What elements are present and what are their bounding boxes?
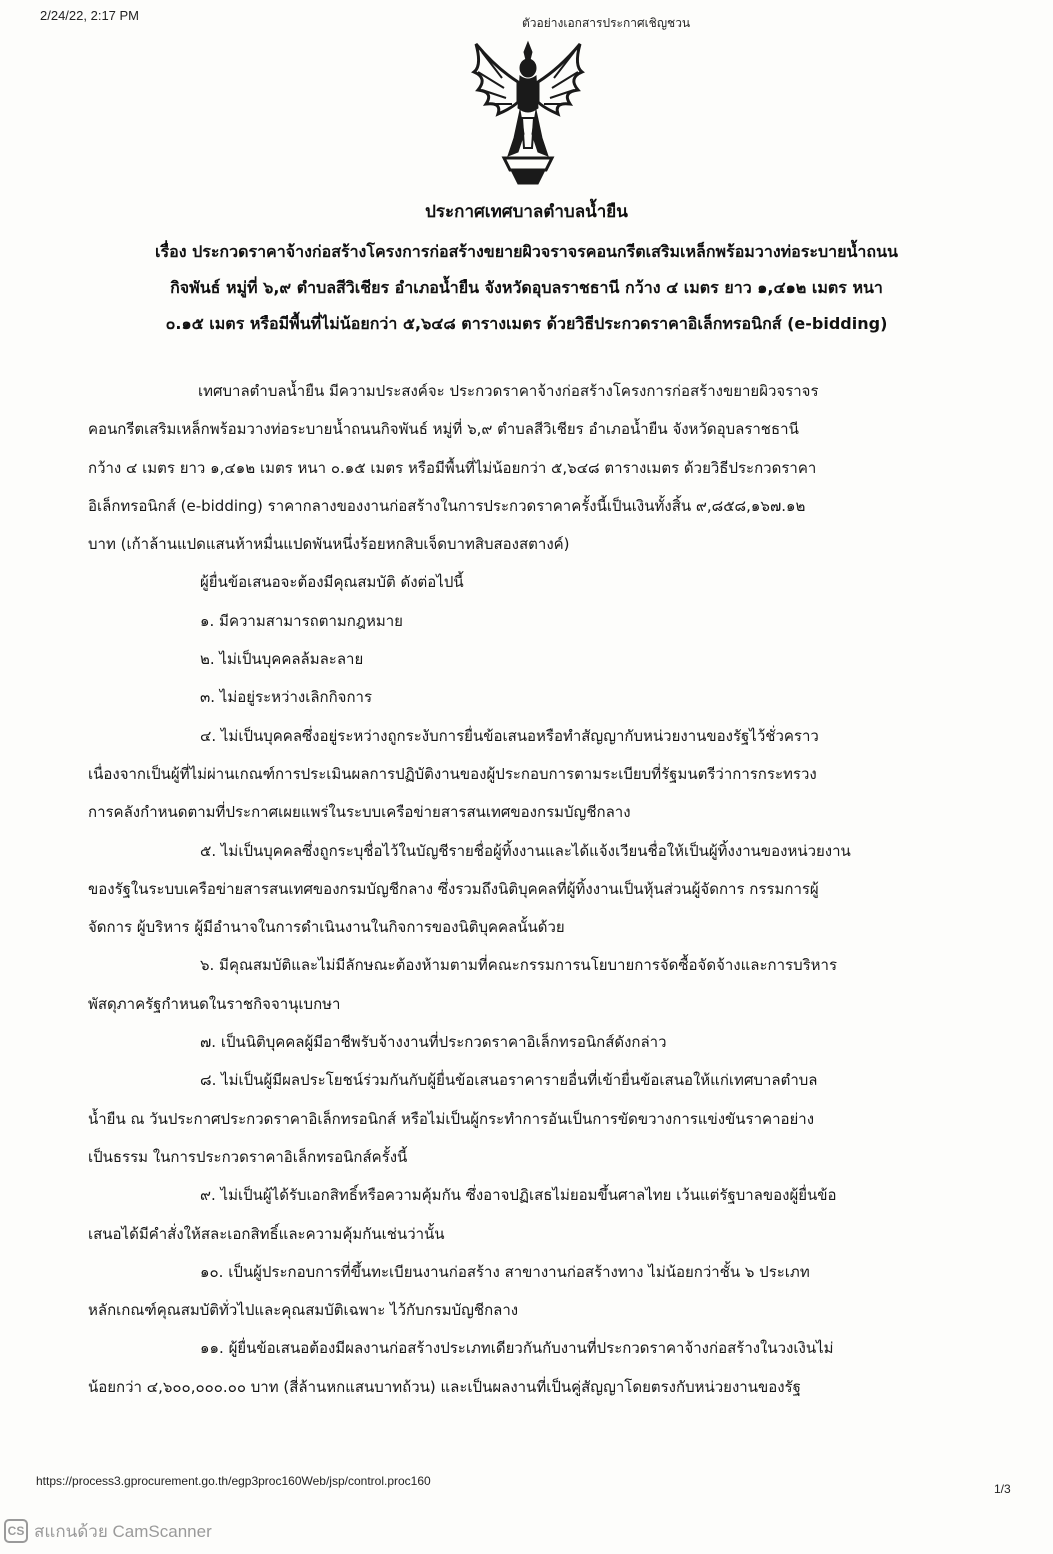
qualification-item: ๖. มีคุณสมบัติและไม่มีลักษณะต้องห้ามตามที่คณะกรรมการนโยบายการจัดซื้อจัดจ้างและการบริหาร (200, 956, 838, 975)
qualification-item-continued: การคลังกำหนดตามที่ประกาศเผยแพร่ในระบบเครือข่ายสารสนเทศของกรมบัญชีกลาง (88, 803, 631, 822)
subject-line: กิจพันธ์ หมู่ที่ ๖,๙ ตำบลสีวิเชียร อำเภอน้ำยืน จังหวัดอุบลราชธานี กว้าง ๔ เมตร ยาว ๑,๔๑๒ เมตร หนา (170, 278, 883, 297)
announcement-title: ประกาศเทศบาลตำบลน้ำยืน (425, 202, 628, 222)
announcement-subject (0, 234, 1053, 342)
qualification-item-continued: เป็นธรรม ในการประกวดราคาอิเล็กทรอนิกส์ครั้งนี้ (88, 1147, 408, 1166)
qualification-item-continued: จัดการ ผู้บริหาร ผู้มีอำนาจในการดำเนินงานในกิจการของนิติบุคคลนั้นด้วย (88, 918, 565, 937)
intro-line: อิเล็กทรอนิกส์ (e-bidding) ราคากลางของงานก่อสร้างในการประกวดราคาครั้งนี้เป็นเงินทั้งสิ้น ๙,๘๕๘,๑๖๗.๑๒ (88, 496, 806, 515)
intro-line: คอนกรีตเสริมเหล็กพร้อมวางท่อระบายน้ำถนนกิจพันธ์ หมู่ที่ ๖,๙ ตำบลสีวิเชียร อำเภอน้ำยืน จังหวัดอุบลราชธานี (88, 420, 799, 439)
qualification-item: ๒. ไม่เป็นบุคคลล้มละลาย (200, 650, 364, 669)
qualification-item-continued: น้อยกว่า ๔,๖๐๐,๐๐๐.๐๐ บาท (สี่ล้านหกแสนบาทถ้วน) และเป็นผลงานที่เป็นคู่สัญญาโดยตรงกับหน่วยงานของรัฐ (88, 1377, 801, 1396)
qualification-item-continued: เสนอได้มีคำสั่งให้สละเอกสิทธิ์และความคุ้มกันเช่นว่านั้น (88, 1224, 445, 1243)
qualification-item: ๗. เป็นนิติบุคคลผู้มีอาชีพรับจ้างงานที่ประกวดราคาอิเล็กทรอนิกส์ดังกล่าว (200, 1033, 667, 1052)
subject-line: เรื่อง ประกวดราคาจ้างก่อสร้างโครงการก่อสร้างขยายผิวจราจรคอนกรีตเสริมเหล็กพร้อมวางท่อระบายน้ำถนน (155, 242, 898, 261)
intro-line: บาท (เก้าล้านแปดแสนห้าหมื่นแปดพันหนึ่งร้อยหกสิบเจ็ดบาทสิบสองสตางค์) (88, 535, 570, 554)
page-number: 1/3 (994, 1482, 1011, 1496)
intro-line: กว้าง ๔ เมตร ยาว ๑,๔๑๒ เมตร หนา ๐.๑๕ เมตร หรือมีพื้นที่ไม่น้อยกว่า ๕,๖๔๘ ตารางเมตร ด้วยวิธีประกวดราคา (88, 458, 817, 477)
camscanner-logo-icon: CS (4, 1519, 28, 1543)
qualification-item-continued: เนื่องจากเป็นผู้ที่ไม่ผ่านเกณฑ์การประเมินผลการปฏิบัติงานของผู้ประกอบการตามระเบียบที่รัฐมนตรีว่าการกระทรวง (88, 764, 817, 783)
qualification-item: ๔. ไม่เป็นบุคคลซึ่งอยู่ระหว่างถูกระงับการยื่นข้อเสนอหรือทำสัญญากับหน่วยงานของรัฐไว้ชั่วคราว (200, 726, 819, 745)
qualification-item-continued: น้ำยืน ณ วันประกาศประกวดราคาอิเล็กทรอนิกส์ หรือไม่เป็นผู้กระทำการอันเป็นการขัดขวางการแข่งขันราคาอย่าง (88, 1109, 815, 1128)
qualification-item: ๙. ไม่เป็นผู้ได้รับเอกสิทธิ์หรือความคุ้มกัน ซึ่งอาจปฏิเสธไม่ยอมขึ้นศาลไทย เว้นแต่รัฐบาลของผู้ยื่นข้อ (200, 1186, 837, 1205)
qualification-item: ๘. ไม่เป็นผู้มีผลประโยชน์ร่วมกันกับผู้ยื่นข้อเสนอราคารายอื่นที่เข้ายื่นข้อเสนอให้แก่เทศบาลตำบล (200, 1071, 818, 1090)
qualification-item-continued: ของรัฐในระบบเครือข่ายสารสนเทศของกรมบัญชีกลาง ซึ่งรวมถึงนิติบุคคลที่ผู้ทิ้งงานเป็นหุ้นส่วนผู้จัดการ กรรมการผู้ (88, 879, 819, 898)
intro-line: เทศบาลตำบลน้ำยืน มีความประสงค์จะ ประกวดราคาจ้างก่อสร้างโครงการก่อสร้างขยายผิวจราจร (198, 382, 819, 400)
qualification-item: ๑๑. ผู้ยื่นข้อเสนอต้องมีผลงานก่อสร้างประเภทเดียวกันกับงานที่ประกวดราคาจ้างก่อสร้างในวงเงินไม่ (200, 1339, 834, 1358)
footer-url: https://process3.gprocurement.go.th/egp3proc160Web/jsp/control.proc160 (36, 1474, 431, 1488)
garuda-emblem-icon (468, 38, 588, 186)
sample-document-label: ตัวอย่างเอกสารประกาศเชิญชวน (522, 16, 691, 30)
qualification-item: ๑๐. เป็นผู้ประกอบการที่ขึ้นทะเบียนงานก่อสร้าง สาขางานก่อสร้างทาง ไม่น้อยกว่าชั้น ๖ ประเภท (200, 1262, 810, 1281)
announcement-body (88, 372, 968, 1406)
qualification-item-continued: พัสดุภาครัฐกำหนดในราชกิจจานุเบกษา (88, 994, 341, 1013)
qualification-item: ๕. ไม่เป็นบุคคลซึ่งถูกระบุชื่อไว้ในบัญชีรายชื่อผู้ทิ้งงานและได้แจ้งเวียนชื่อให้เป็นผู้ทิ้งงานของหน่วยงาน (200, 841, 851, 860)
qualification-item: ๑. มีความสามารถตามกฎหมาย (200, 611, 403, 630)
qualification-item-continued: หลักเกณฑ์คุณสมบัติทั่วไปและคุณสมบัติเฉพาะ ไว้กับกรมบัญชีกลาง (88, 1301, 519, 1320)
qualifications-heading: ผู้ยื่นข้อเสนอจะต้องมีคุณสมบัติ ดังต่อไปนี้ (200, 573, 464, 592)
subject-line: ๐.๑๕ เมตร หรือมีพื้นที่ไม่น้อยกว่า ๕,๖๔๘ ตารางเมตร ด้วยวิธีประกวดราคาอิเล็กทรอนิกส์ (e-bidding) (165, 314, 888, 333)
qualification-item: ๓. ไม่อยู่ระหว่างเลิกกิจการ (200, 688, 373, 707)
print-date: 2/24/22, 2:17 PM (40, 8, 140, 23)
camscanner-watermark (4, 1517, 212, 1545)
camscanner-text: สแกนด้วย CamScanner (34, 1521, 212, 1541)
